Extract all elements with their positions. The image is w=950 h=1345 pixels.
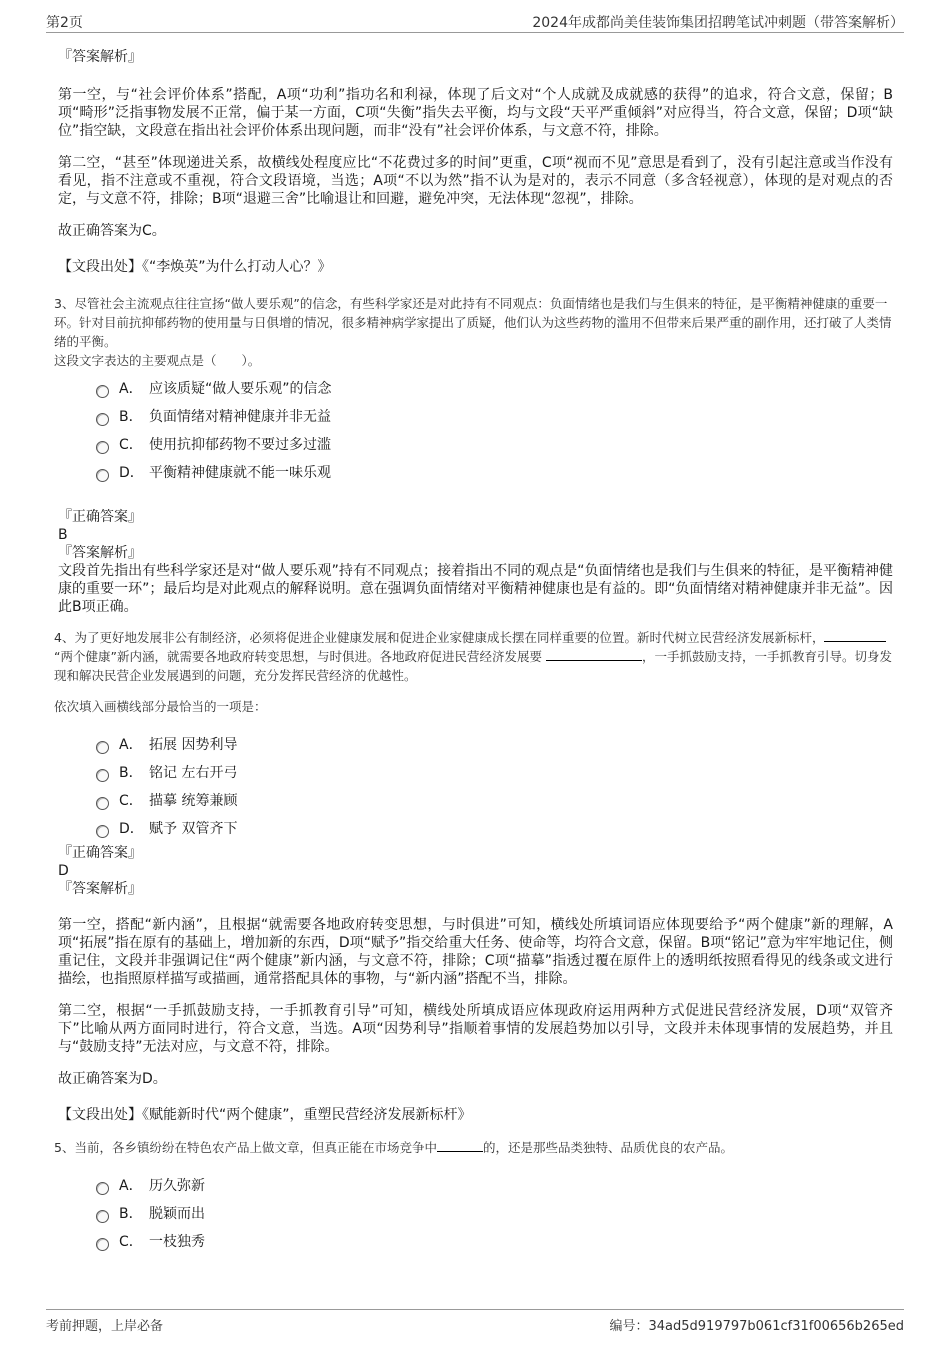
q4-conclusion: 故正确答案为D。 [58,1071,167,1087]
q5-option-c[interactable]: C． 一枝独秀 [96,1227,893,1255]
q4-analysis-para2: 第二空，根据“一手抓鼓励支持，一手抓教育引导”可知，横线处所填成语应体现政府运用两种方式促进民营经济发展，D项“双管齐下”比喻从两方面同时进行，符合文意，当选。A项“因势利导”指顺着事情的发展趋势加以引导，文段并未体现事情的发展趋势，并且与“鼓励支持”无法对应，与文意不符，排除。 [58,1003,893,1055]
q2-analysis-para2: 第二空，“甚至”体现递进关系，故横线处程度应比“不花费过多的时间”更重，C项“视而不见”意思是看到了，没有引起注意或当作没有看见，指不注意或不重视，符合文段语境，当选；A项“不以为然”指不认为是对的，表示不同意（多含轻视意），体现的是对观点的否定，与文意不符，排除；B项“退避三舍”比喻退让和回避，避免冲突，无法体现“忽视”，排除。 [58,155,893,207]
q2-analysis-label: 『答案解析』 [58,49,142,65]
q3-option-a[interactable]: A． 应该质疑“做人要乐观”的信念 [96,374,893,402]
q5-option-a[interactable]: A． 历久弥新 [96,1171,893,1199]
q2-conclusion: 故正确答案为C。 [58,223,166,239]
q2-source: 【文段出处】《“李焕英”为什么打动人心？》 [58,259,332,275]
q3-stem: 3、尽管社会主流观点往往宣扬“做人要乐观”的信念，有些科学家还是对此持有不同观点：负面情绪也是我们与生俱来的特征，是平衡精神健康的重要一环。针对目前抗抑郁药物的使用量与日俱增的情况，很多精神病学家提出了质疑，他们认为这些药物的滥用不但带来后果严重的副作用，还打破了人类情绪的平衡。 [54,296,892,349]
radio-icon[interactable] [96,769,109,782]
blank-line [437,1139,483,1152]
radio-icon[interactable] [96,413,109,426]
radio-icon[interactable] [96,385,109,398]
q3-option-d[interactable]: D． 平衡精神健康就不能一味乐观 [96,458,893,486]
q4-analysis-para1: 第一空，搭配“新内涵”，且根据“就需要各地政府转变思想，与时俱进”可知，横线处所填词语应体现要给予“两个健康”新的理解，A项“拓展”指在原有的基础上，增加新的东西，D项“赋予”指交给重大任务、使命等，均符合文意，保留。B项“铭记”意为牢牢地记住，侧重记住，文段并非强调记住“两个健康”新内涵，与文意不符，排除；C项“描摹”指透过覆在原件上的透明纸按照看得见的线条或文进行描绘，也指照原样描写或描画，通常搭配具体的事物，与“新内涵”搭配不当，排除。 [58,917,893,987]
page-number: 第2页 [46,15,83,31]
footer-slogan: 考前押题，上岸必备 [46,1319,164,1334]
radio-icon[interactable] [96,825,109,838]
q5-options [58,1171,893,1255]
document-title: 2024年成都尚美佳装饰集团招聘笔试冲刺题（带答案解析） [532,15,904,31]
radio-icon[interactable] [96,469,109,482]
q3-answer: B [58,527,68,543]
q4-answer-label: 『正确答案』 [58,845,142,861]
footer-divider [46,1309,904,1310]
q3-answer-label: 『正确答案』 [58,509,142,525]
q2-analysis-para1: 第一空，与“社会评价体系”搭配，A项“功利”指功名和利禄，体现了后文对“个人成就及成就感的获得”的追求，符合文意，保留；B项“畸形”泛指事物发展不正常，偏于某一方面，C项“失衡”指失去平衡，均与文段“天平严重倾斜”对应得当，符合文意，保留；D项“缺位”指空缺，文段意在指出社会评价体系出现问题，而非“没有”社会评价体系，与文意不符，排除。 [58,87,893,139]
page-footer [0,1305,950,1335]
q3-analysis-label: 『答案解析』 [58,545,142,561]
blank-line [824,629,886,642]
q3-analysis: 文段首先指出有些科学家还是对“做人要乐观”持有不同观点；接着指出不同的观点是“负面情绪也是我们与生俱来的特征，是平衡精神健康的重要一环”；最后均是对此观点的解释说明。意在强调负面情绪对平衡精神健康也是有益的。即“负面情绪对精神健康并非无益”。因此B项正确。 [58,563,893,615]
q3-prompt: 这段文字表达的主要观点是（ ）。 [54,353,261,368]
document-id: 编号：34ad5d919797b061cf31f00656b265ed [609,1319,904,1334]
q4-source: 【文段出处】《赋能新时代“两个健康”，重塑民营经济发展新标杆》 [58,1107,472,1123]
q4-answer: D [58,863,69,879]
q4-option-d[interactable]: D． 赋予 双管齐下 [96,814,893,842]
page-header [0,0,950,34]
q4-option-a[interactable]: A． 拓展 因势利导 [96,730,893,758]
q4-option-b[interactable]: B． 铭记 左右开弓 [96,758,893,786]
radio-icon[interactable] [96,797,109,810]
q3-option-b[interactable]: B． 负面情绪对精神健康并非无益 [96,402,893,430]
q3-options [58,374,893,486]
radio-icon[interactable] [96,441,109,454]
q4-options [58,730,893,842]
q5-stem: 5、当前，各乡镇纷纷在特色农产品上做文章，但真正能在市场竞争中 的，还是那些品类独特、品质优良的农产品。 [54,1140,733,1155]
q5-option-b[interactable]: B． 脱颖而出 [96,1199,893,1227]
radio-icon[interactable] [96,1210,109,1223]
q4-prompt: 依次填入画横线部分最恰当的一项是： [54,699,267,714]
q3-option-c[interactable]: C． 使用抗抑郁药物不要过多过滥 [96,430,893,458]
radio-icon[interactable] [96,1238,109,1251]
header-divider [46,32,904,33]
q4-option-c[interactable]: C． 描摹 统筹兼顾 [96,786,893,814]
blank-line [546,648,642,661]
radio-icon[interactable] [96,1182,109,1195]
radio-icon[interactable] [96,741,109,754]
q4-analysis-label: 『答案解析』 [58,881,142,897]
page-content [54,40,893,1255]
q4-stem: 4、为了更好地发展非公有制经济，必须将促进企业健康发展和促进企业家健康成长摆在同样重要的位置。新时代树立民营经济发展新标杆，“两个健康”新内涵，就需要各地政府转变思想，与时俱进。各地政府促进民营经济发展要 ，一手抓鼓励支持，一手抓教育引导。切身发现和解决民营企业发展遇到的问题，充分发挥民营经济的优越性。 [54,630,892,683]
